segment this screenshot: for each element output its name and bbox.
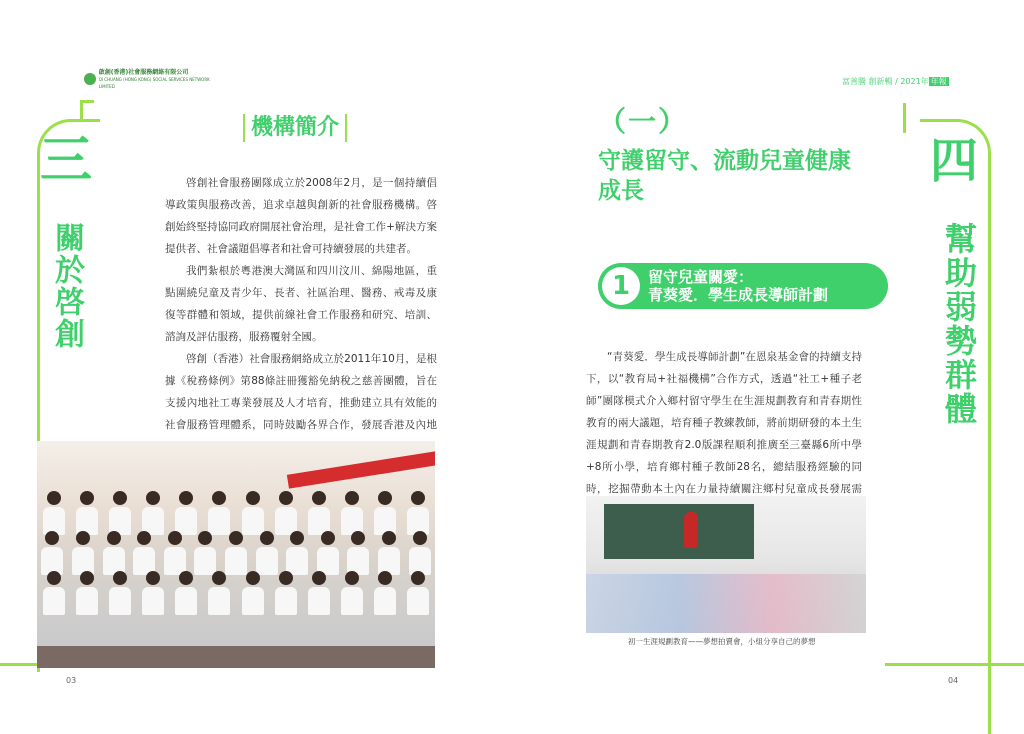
- teacher-figure: [684, 512, 698, 548]
- logo-english-name: QI CHUANG (HONG KONG) SOCIAL SERVICES NETWORK LIMITED: [98, 76, 210, 89]
- students-area: [586, 574, 866, 633]
- right-bottom-line: [885, 663, 1024, 666]
- section-title-right: 守護留守、流動兒童健康成長: [598, 148, 851, 204]
- section-title-text: 機構簡介: [251, 115, 340, 140]
- chapter-number-left: 三: [40, 131, 93, 191]
- header-highlight: 年報: [930, 77, 947, 86]
- section-number: （一）: [598, 105, 689, 138]
- section-title-left: [237, 110, 353, 142]
- intro-paragraph-3: 啓創（香港）社會服務網絡成立於2011年10月，是根據《稅務條例》第88條註冊獲豁免納稅之慈善團體，旨在支援內地社工專業發展及人才培育，推動建立具有效能的社會服務管理體系，同時鼓勵各界合作，發展香港及內地: [165, 353, 437, 431]
- photo-banner: [287, 451, 435, 488]
- group-photo: [37, 441, 435, 668]
- subsection-number: 1: [602, 267, 640, 305]
- left-bottom-line: [0, 663, 40, 666]
- header-tagline: 富善騰 創新暢 / 2021年: [842, 77, 929, 86]
- logo-name: 啟創(香港)社會服務網絡有限公司: [98, 68, 189, 76]
- subsection-title-line-2: 青葵愛．學生成長導師計劃: [648, 286, 829, 304]
- subsection-pill: [598, 263, 888, 309]
- page-number-left: 03: [66, 676, 77, 685]
- left-top-tick-horizontal: [80, 100, 94, 103]
- page-number-right: 04: [948, 676, 959, 685]
- right-frame-line: [920, 119, 991, 734]
- chapter-title-right: 幫助弱勢群體: [940, 222, 978, 426]
- right-top-tick: [903, 103, 906, 133]
- header-right: [842, 76, 949, 87]
- blackboard: [604, 504, 754, 559]
- classroom-photo: [586, 496, 866, 633]
- left-top-tick: [80, 100, 83, 120]
- intro-paragraph-1: 啓創社會服務團隊成立於2008年2月，是一個持續倡導政策與服務改善，追求卓越與創新的社會服務機構。啓創始終堅持協同政府開展社會治理，是社會工作+解決方案提供者、社會議題倡導者和社會可持續發展的共建者。: [165, 177, 437, 255]
- photo-row-front: [37, 571, 435, 631]
- chapter-title-left: 關於啓創: [49, 222, 84, 350]
- subsection-title-line-1: 留守兒童關愛：: [648, 268, 754, 286]
- title-bar-right: [345, 114, 347, 142]
- intro-paragraph-2: 我們紮根於粵港澳大灣區和四川汶川、綿陽地區，重點圍繞兒童及青少年、長者、社區治理、醫務、戒毒及康復等群體和領域，提供前線社會工作服務和研究、培訓、諮詢及評估服務，服務覆射全國。: [165, 265, 437, 343]
- title-bar-left: [243, 114, 245, 142]
- org-intro-text: [165, 172, 437, 458]
- subsection-title: [648, 268, 828, 304]
- logo-mark-icon: [84, 73, 96, 85]
- program-paragraph: “青葵愛．學生成長導師計劃”在恩泉基金會的持續支持下，以“教育局+社福機構”合作方式，透過“社工+種子老師”團隊模式介入鄉村留守學生在生涯規劃教育和青春期性教育的兩大議題，培育種子教練教師，將前期研發的本土生涯規劃和青春期教育2.0版課程順利推廣至三臺縣6所中學+8所小學，培育鄉村種子教師28名，總結服務經驗的同時，挖掘帶動本土內在力量持續關注鄉村兒童成長發展需: [586, 351, 862, 495]
- photo-floor: [37, 646, 435, 668]
- chapter-number-right: 四: [930, 133, 979, 189]
- photo-caption: 初一生涯規劃教育——夢想拍賣會，小組分享自己的夢想: [628, 637, 816, 646]
- org-logo: [84, 68, 224, 89]
